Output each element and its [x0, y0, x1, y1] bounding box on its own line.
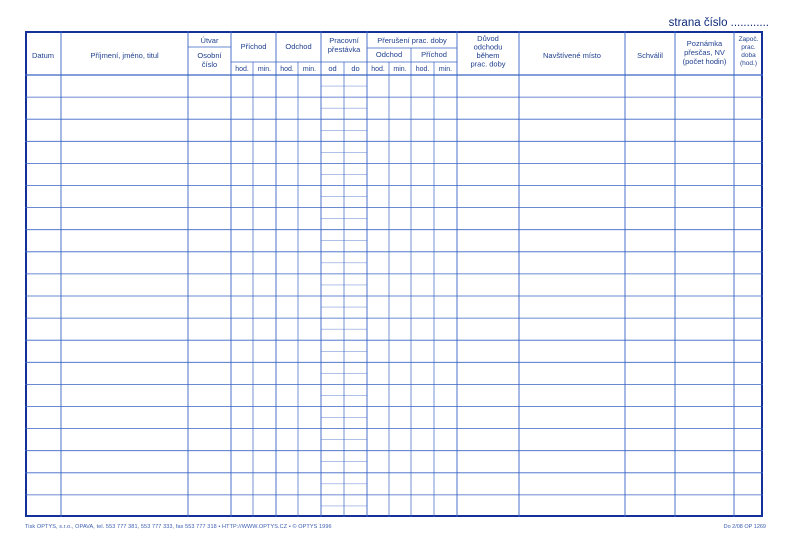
- header-poznamka: (počet hodin): [682, 57, 727, 66]
- form-code: Do 2/08 OP 1269: [723, 524, 766, 530]
- header-duvod: prac. doby: [470, 59, 506, 69]
- header-utvar: Útvar: [200, 36, 219, 45]
- header-hod-min: hod.: [371, 66, 385, 73]
- header-duvod: během: [476, 51, 500, 60]
- header-zapoc: prac.: [741, 44, 756, 51]
- header-od: od: [328, 64, 337, 73]
- header-duvod: odchodu: [473, 42, 503, 52]
- header-hod-min: min.: [302, 66, 317, 73]
- header-hod-min: min.: [393, 66, 407, 73]
- page-number: strana číslo ............: [668, 17, 769, 29]
- header-zapoc: Započ.: [738, 36, 759, 43]
- header-poznamka: přesčas, NV: [684, 48, 725, 57]
- header-preruseni-prichod: Příchod: [421, 50, 447, 59]
- header-zapoc: (hod.): [740, 60, 757, 67]
- header-zapoc: doba: [741, 52, 756, 59]
- header-do: do: [351, 64, 360, 73]
- printer-imprint: Tisk OPTYS, s.r.o., OPAVA, tel. 553 777 381, 553 777 333, fax 553 777 318 • HTTP://WWW.OPTYS.CZ • © OPTYS 1996: [25, 524, 332, 530]
- header-schvalil: Schválil: [637, 51, 663, 60]
- header-osobni: číslo: [201, 60, 218, 69]
- header-duvod: Důvod: [477, 34, 499, 43]
- header-hod-min: hod.: [280, 66, 294, 73]
- header-preruseni-odchod: Odchod: [375, 50, 403, 59]
- header-datum: Datum: [31, 51, 55, 60]
- header-preruseni: Přerušení prac. doby: [377, 36, 447, 45]
- attendance-table: [25, 31, 763, 522]
- header-hod-min: hod.: [415, 66, 430, 73]
- header-prestavka: Pracovní: [329, 36, 359, 45]
- header-hod-min: hod.: [235, 66, 249, 73]
- header-odchod: Odchod: [285, 42, 312, 51]
- header-hod-min: min.: [438, 66, 453, 73]
- header-hod-min: min.: [257, 66, 272, 73]
- header-osobni: Osobní: [197, 51, 222, 60]
- header-navstivene: Navštívené místo: [543, 51, 601, 60]
- header-poznamka: Poznámka: [686, 39, 723, 48]
- header-name: Příjmení, jméno, titul: [90, 51, 159, 60]
- header-prestavka: přestávka: [327, 45, 361, 54]
- header-prichod: Příchod: [240, 42, 267, 51]
